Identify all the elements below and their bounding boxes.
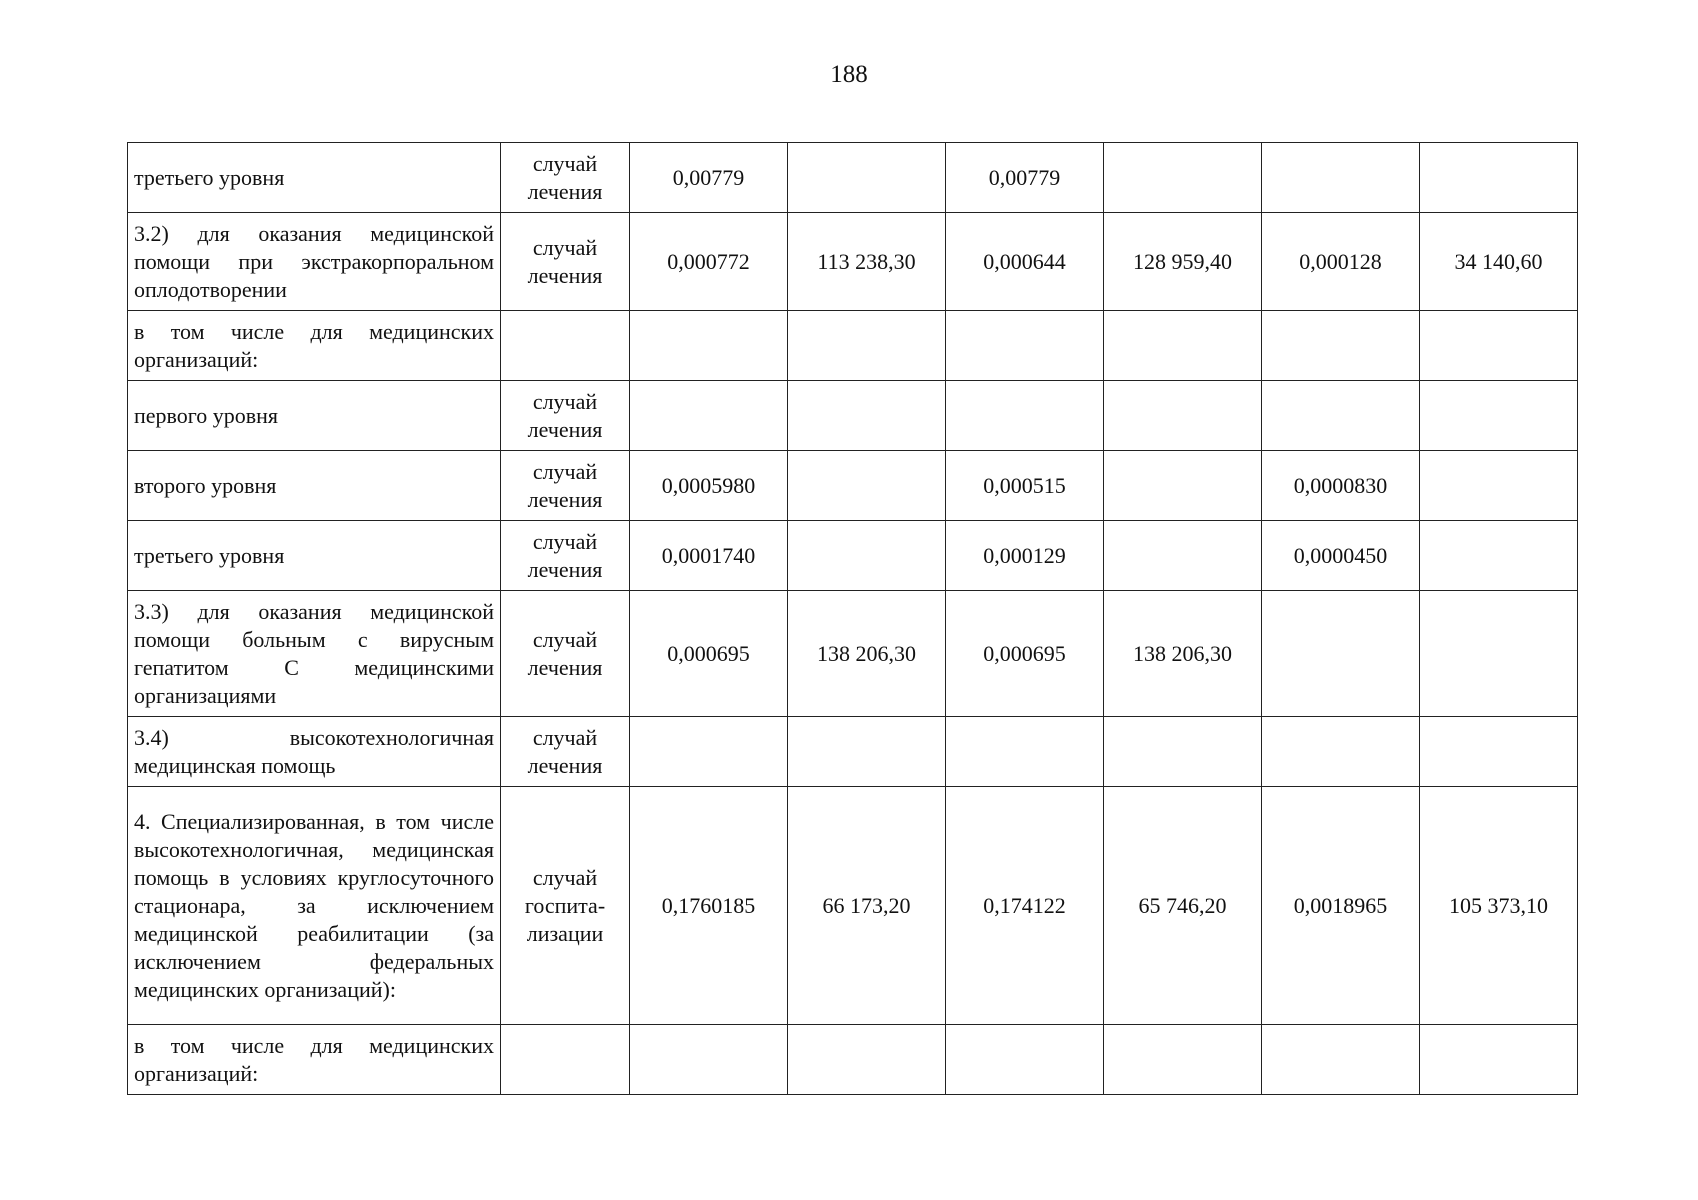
value-cell (946, 381, 1104, 451)
unit-line: лечения (527, 752, 603, 778)
row-unit-cell (501, 311, 630, 381)
row-unit-cell (501, 1025, 630, 1095)
row-unit-cell (501, 381, 630, 451)
row-name-cell: 3.2) для оказания медицинской помощи при экстракорпоральном оплодотворении (128, 213, 501, 311)
row-name-cell: в том числе для медицинских организаций: (128, 1025, 501, 1095)
value-cell: 105 373,10 (1420, 787, 1578, 1025)
value-cell: 138 206,30 (788, 591, 946, 717)
unit-line: случай (532, 234, 598, 260)
value-cell: 0,000772 (630, 213, 788, 311)
unit-line: случай (532, 626, 598, 652)
value-cell (1104, 143, 1262, 213)
table-row (128, 213, 1578, 311)
row-unit-cell (501, 521, 630, 591)
value-cell (1420, 717, 1578, 787)
value-cell (946, 717, 1104, 787)
row-name-cell: первого уровня (128, 381, 501, 451)
value-cell: 0,000644 (946, 213, 1104, 311)
row-name-cell: 3.3) для оказания медицинской помощи больным с вирусным гепатитом С медицинскими организациями (128, 591, 501, 717)
value-cell (1420, 311, 1578, 381)
table-row (128, 311, 1578, 381)
row-unit-cell (501, 451, 630, 521)
value-cell (788, 717, 946, 787)
value-cell: 66 173,20 (788, 787, 946, 1025)
value-cell: 128 959,40 (1104, 213, 1262, 311)
value-cell (1262, 591, 1420, 717)
value-cell (1104, 451, 1262, 521)
value-cell: 0,000515 (946, 451, 1104, 521)
unit-line: лечения (527, 178, 603, 204)
value-cell (630, 381, 788, 451)
value-cell (946, 1025, 1104, 1095)
value-cell: 0,1760185 (630, 787, 788, 1025)
value-cell: 0,0005980 (630, 451, 788, 521)
table-row (128, 717, 1578, 787)
unit-line: случай (532, 528, 598, 554)
unit-line: случай (532, 388, 598, 414)
value-cell (788, 381, 946, 451)
value-cell (1262, 1025, 1420, 1095)
value-cell (1262, 381, 1420, 451)
value-cell (946, 311, 1104, 381)
unit-line: лечения (527, 416, 603, 442)
table-row (128, 451, 1578, 521)
value-cell (1420, 591, 1578, 717)
value-cell: 0,0001740 (630, 521, 788, 591)
value-cell (1262, 143, 1420, 213)
table-body (128, 143, 1578, 1095)
value-cell: 0,0018965 (1262, 787, 1420, 1025)
value-cell (788, 143, 946, 213)
value-cell: 0,00779 (630, 143, 788, 213)
row-name-cell: второго уровня (128, 451, 501, 521)
row-name-cell: 3.4) высокотехнологичная медицинская помощь (128, 717, 501, 787)
table-row (128, 591, 1578, 717)
value-cell (1104, 521, 1262, 591)
value-cell (1262, 311, 1420, 381)
value-cell: 0,000128 (1262, 213, 1420, 311)
value-cell: 0,000695 (630, 591, 788, 717)
value-cell (1420, 521, 1578, 591)
value-cell (1104, 311, 1262, 381)
value-cell (1420, 381, 1578, 451)
row-name-cell: третьего уровня (128, 143, 501, 213)
value-cell (1104, 717, 1262, 787)
value-cell (630, 1025, 788, 1095)
data-table (127, 142, 1578, 1095)
row-unit-cell (501, 717, 630, 787)
unit-line: лечения (527, 486, 603, 512)
value-cell (630, 311, 788, 381)
value-cell: 0,000695 (946, 591, 1104, 717)
value-cell (1420, 1025, 1578, 1095)
row-name-cell: 4. Специализированная, в том числе высокотехнологичная, медицинская помощь в условиях круглосуточного стационара, за исключением медицинской реабилитации (за исключением федеральных медицинских организаций): (128, 787, 501, 1025)
value-cell: 65 746,20 (1104, 787, 1262, 1025)
value-cell: 34 140,60 (1420, 213, 1578, 311)
unit-line: госпита- (524, 892, 606, 918)
value-cell: 113 238,30 (788, 213, 946, 311)
value-cell: 0,0000450 (1262, 521, 1420, 591)
page-number: 188 (830, 61, 868, 88)
value-cell: 138 206,30 (1104, 591, 1262, 717)
table-row (128, 521, 1578, 591)
value-cell (1104, 1025, 1262, 1095)
row-unit-cell (501, 591, 630, 717)
value-cell (1104, 381, 1262, 451)
value-cell: 0,0000830 (1262, 451, 1420, 521)
unit-line: случай (532, 864, 598, 890)
value-cell (630, 717, 788, 787)
value-cell (788, 311, 946, 381)
unit-line: лечения (527, 262, 603, 288)
table-row (128, 787, 1578, 1025)
unit-line: случай (532, 458, 598, 484)
value-cell: 0,174122 (946, 787, 1104, 1025)
row-unit-cell (501, 143, 630, 213)
table-row (128, 381, 1578, 451)
row-name-cell: в том числе для медицинских организаций: (128, 311, 501, 381)
value-cell: 0,00779 (946, 143, 1104, 213)
row-name-cell: третьего уровня (128, 521, 501, 591)
row-unit-cell (501, 787, 630, 1025)
unit-line: случай (532, 724, 598, 750)
value-cell: 0,000129 (946, 521, 1104, 591)
value-cell (788, 451, 946, 521)
unit-line: лечения (527, 556, 603, 582)
row-unit-cell (501, 213, 630, 311)
unit-line: лечения (527, 654, 603, 680)
value-cell (1262, 717, 1420, 787)
unit-line: лизации (526, 920, 604, 946)
table-row (128, 1025, 1578, 1095)
value-cell (788, 1025, 946, 1095)
value-cell (1420, 451, 1578, 521)
value-cell (1420, 143, 1578, 213)
value-cell (788, 521, 946, 591)
table-row (128, 143, 1578, 213)
unit-line: случай (532, 150, 598, 176)
